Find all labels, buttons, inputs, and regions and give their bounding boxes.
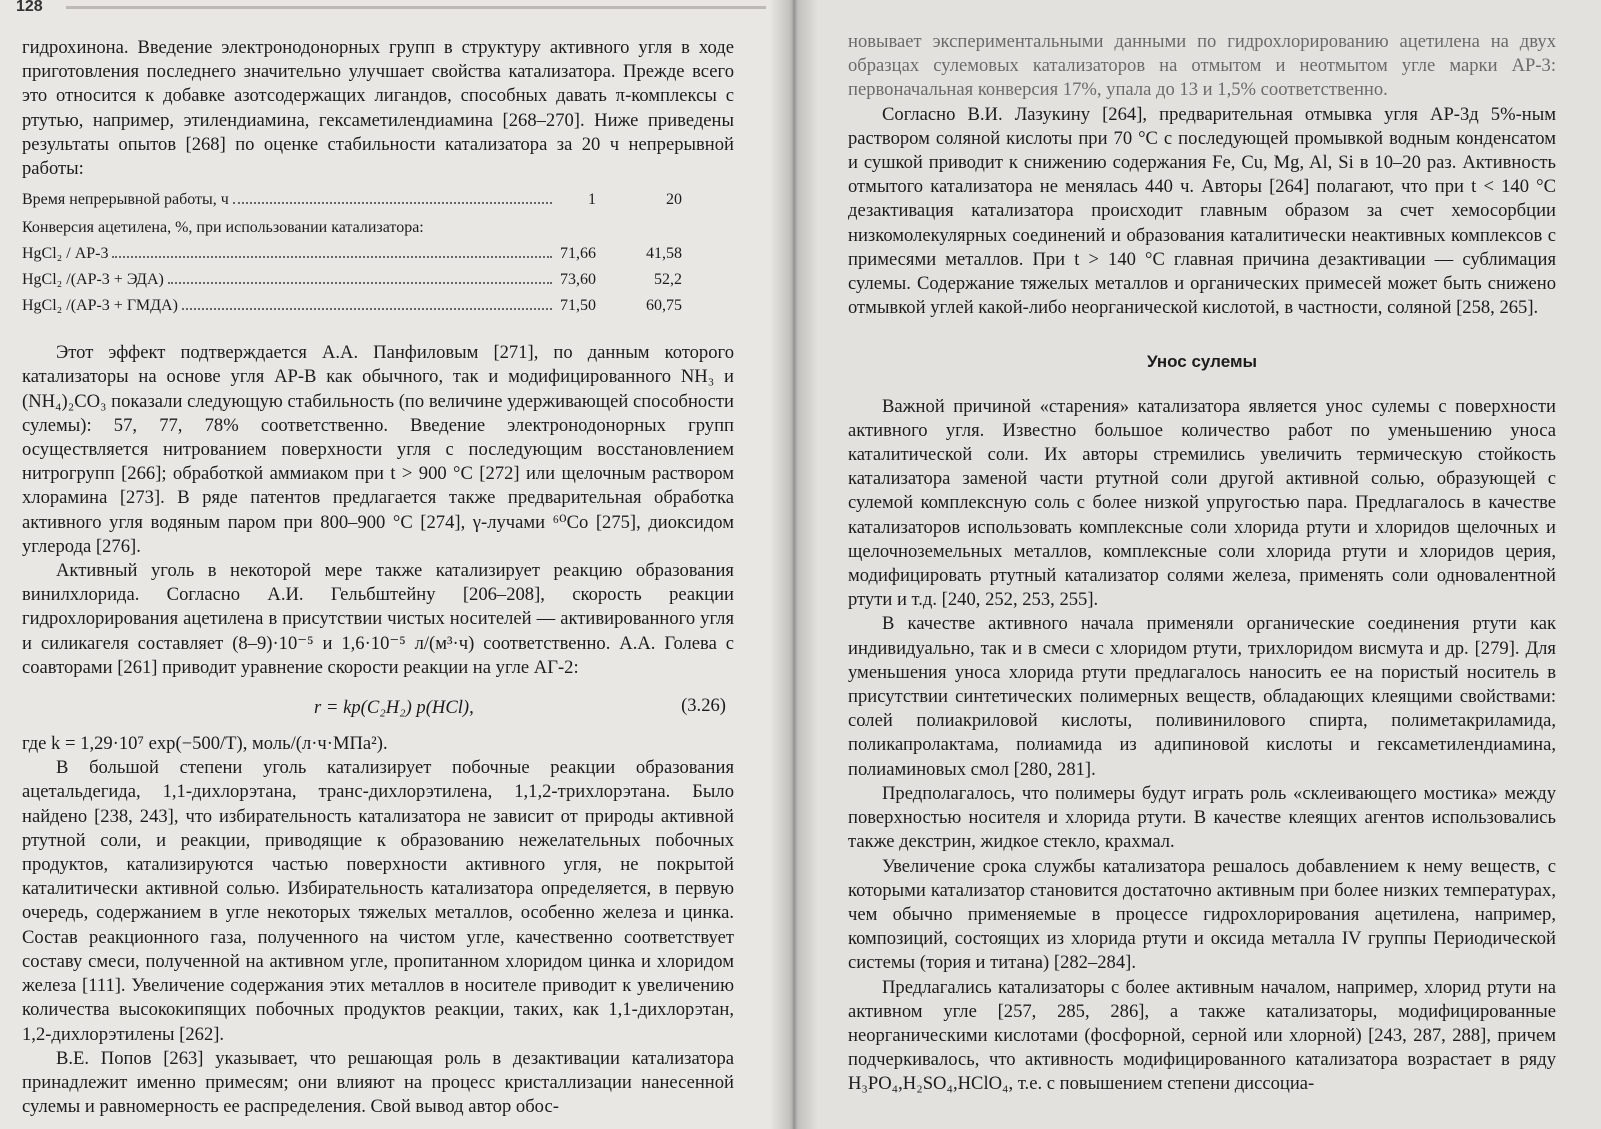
right-paragraph-1: новывает экспериментальными данными по гидрохлорированию ацетилена на двух образцах сулемовых катализаторов на отмытом и неотмытом угле марки АР-3: первоначальная конверсия 17%, упала до 13 и 1,5% соответственно. — [848, 31, 1556, 101]
table-cell-value: 73,60 — [560, 271, 596, 289]
table-row-conversion — [22, 215, 682, 241]
right-paragraph-5: Предполагалось, что полимеры будут играть роль «склеивающего мостика» между поверхностью носителя и хлорида ртути. В качестве клеящих агентов использовались также декстрин, жидкое стекло, крахмал. — [848, 782, 1556, 853]
table-cell-value: 60,75 — [646, 297, 682, 315]
table-cell-catalyst: HgCl₂ /(АР-3 + ГМДА) — [22, 297, 178, 315]
page-number: 128 — [16, 0, 43, 15]
table-value-1: 1 — [588, 191, 596, 209]
left-paragraph-5: В большой степени уголь катализирует побочные реакции образования ацетальдегида, 1,1-дихлорэтана, транс-дихлорэтилена, 1,1,2-трихлорэтана. Было найдено [238, 243], что избирательность катализатора не зависит от природы активной ртутной соли, и реакции, приводящие к образованию нежелательных побочных продуктов, катализируются частью поверхности активного угля, не покрытой каталитически активной солью. Избирательность катализатора определяется, в первую очередь, содержанием в угле некоторых тяжелых металлов, особенно железа и цинка. Состав реакционного газа, полученного на чистом угле, качественно соответствует составу смеси, полученной на активном угле, пропитанном хлоридом цинка и хлоридом железа [111]. Увеличение содержания этих металлов в носителе приводит к увеличению количества высококипящих побочных продуктов реакции, таких, как 1,1-дихлорэтан, 1,2-дихлорэтилены [262]. — [22, 757, 734, 1045]
right-text-column — [848, 30, 1556, 1097]
right-page — [790, 0, 1601, 1129]
table-cell-catalyst: HgCl₂ /(АР-3 + ЭДА) — [22, 271, 164, 289]
leader-dots — [168, 282, 552, 284]
table-label-conversion: Конверсия ацетилена, %, при использовании катализатора: — [22, 219, 424, 237]
formula-expression: r = kp(C₂H₂) p(HCl), — [314, 697, 474, 719]
section-heading: Унос сулемы — [1146, 352, 1258, 372]
leader-dots — [233, 202, 552, 204]
header-rule — [66, 6, 766, 9]
table-row — [22, 241, 682, 267]
table-cell-value: 41,58 — [646, 245, 682, 263]
stability-table — [22, 187, 682, 319]
formula-number: (3.26) — [681, 695, 726, 717]
table-label-time: Время непрерывной работы, ч — [22, 191, 229, 209]
left-paragraph-4: где k = 1,29·10⁷ exp(−500/T), моль/(л·ч·МПа²). — [22, 733, 388, 755]
table-cell-catalyst: HgCl₂ / АР-3 — [22, 245, 109, 263]
table-row — [22, 267, 682, 293]
table-row — [22, 293, 682, 319]
right-paragraph-7: Предлагались катализаторы с более активным началом, например, хлорид ртути на активном угле [257, 285, 286], а также катализаторы, модифицированные неорганическими кислотами (фосфорной, серной или хлорной) [243, 287, 288], причем подчеркивалось, что активность модифицированного катализатора возрастает в ряду H₃PO₄,H₂SO₄,HClO₄, т.е. с повышением степени диссоциа- — [848, 976, 1556, 1095]
right-paragraph-3: Важной причиной «старения» катализатора является унос сулемы с поверхности активного угля. Известно большое количество работ по уменьшению уноса каталитической соли. Их авторы стремились увеличить термическую стойкость катализатора заменой части ртутной соли другой активной солью, образующей с сулемой комплексную соль с более низкой упругостью пара. Предлагалось в качестве катализаторов использовать комплексные соли хлорида ртути и хлоридов щелочных и щелочноземельных металлов, комплексные соли хлорида ртути и хлоридов церия, модифицировать ртутный катализатор солями железа, применять соли одновалентной ртути и т.д. [240, 252, 253, 255]. — [848, 395, 1556, 611]
right-paragraph-2: Согласно В.И. Лазукину [264], предварительная отмывка угля АР-3д 5%-ным раствором соляной кислоты при 70 °С с последующей промывкой водным конденсатом и сушкой приводит к снижению содержания Fe, Cu, Mg, Al, Si в 10–20 раз. Активность отмытого катализатора не менялась 440 ч. Авторы [264] полагают, что при t < 140 °С дезактивация катализатора происходит главным образом за счет хемосорбции низкомолекулярных соединений и образования каталитически неактивных комплексов с примесями металлов. При t > 140 °С главная причина дезактивации — сублимация сулемы. Содержание тяжелых металлов и органических примесей может быть снижено отмывкой углей какой-либо неорганической кислотой, в частности, соляной [258, 265]. — [848, 103, 1556, 319]
left-page — [0, 0, 790, 1129]
left-paragraph-6: В.Е. Попов [263] указывает, что решающая роль в дезактивации катализатора принадлежит именно примесям; они влияют на процесс кристаллизации нанесенной сулемы и равномерность ее распределения. Свой вывод автор обос- — [22, 1047, 734, 1118]
spacer — [22, 325, 734, 341]
rate-equation — [22, 688, 734, 728]
table-cell-value: 71,66 — [560, 245, 596, 263]
left-paragraph-3: Активный уголь в некоторой мере также катализирует реакцию образования винилхлорида. Согласно А.И. Гельбштейну [206–208], скорость реакции гидрохлорирования ацетилена в присутствии чистых носителей — активированного угля и силикагеля составляет (8–9)·10⁻⁵ и 1,6·10⁻⁵ л/(м³·ч) соответственно. А.А. Голева с соавторами [261] приводит уравнение скорости реакции на угле АГ-2: — [22, 560, 734, 678]
left-paragraph-2: Этот эффект подтверждается А.А. Панфиловым [271], по данным которого катализаторы на основе угля АР-В как обычного, так и модифицированного NH₃ и (NH₄)₂CO₃ показали следующую стабильность (по величине удерживающей способности сулемы): 57, 77, 78% соответственно. Введение электронодонорных групп осуществляется нитрованием поверхности угля с последующим восстановлением нитрогрупп [266]; обработкой аммиаком при t > 900 °С [272] или щелочным раствором хлорамина [273]. В ряде патентов предлагается также предварительная обработка активного угля водяным паром при 800–900 °С [274], γ-лучами ⁶⁰Со [275], диоксидом углерода [276]. — [22, 342, 734, 557]
right-paragraph-6: Увеличение срока службы катализатора решалось добавлением к нему веществ, с которыми катализатор становится достаточно активным при более низких температурах, чем обычно применяемые в процессе гидрохлорирования ацетилена, например, композиций, состоящих из хлорида ртути и оксида металла IV группы Периодической системы (тория и титана) [282–284]. — [848, 855, 1556, 974]
right-paragraph-4: В качестве активного начала применяли органические соединения ртути как индивидуально, так и в смеси с хлоридом ртути, трихлоридом висмута и др. [279]. Для уменьшения уноса хлорида ртути предлагалось наносить ее на пористый носитель в присутствии синтетических полимерных веществ, обладающих клеящими свойствами: солей полиакриловой кислоты, поливинилового спирта, полиметакриламида, поликапролактама, полиамида из адипиновой кислоты и гексаметилендиамина, полиаминовых смол [280, 281]. — [848, 613, 1556, 780]
leader-dots — [112, 256, 552, 258]
table-row-time — [22, 187, 682, 213]
table-cell-value: 71,50 — [560, 297, 596, 315]
table-value-20: 20 — [666, 191, 682, 209]
table-cell-value: 52,2 — [654, 271, 682, 289]
left-paragraph-1: гидрохинона. Введение электронодонорных групп в структуру активного угля в ходе приготовления последнего значительно улучшает свойства катализатора. Прежде всего это относится к добавке азотсодержащих лигандов, способных давать π-комплексы с ртутью, например, этилендиамина, гексаметилендиамина [268–270]. Ниже приведены результаты опытов [268] по оценке стабильности катализатора за 20 ч непрерывной работы: — [22, 37, 734, 180]
left-text-column — [22, 36, 734, 1119]
leader-dots — [182, 308, 552, 310]
